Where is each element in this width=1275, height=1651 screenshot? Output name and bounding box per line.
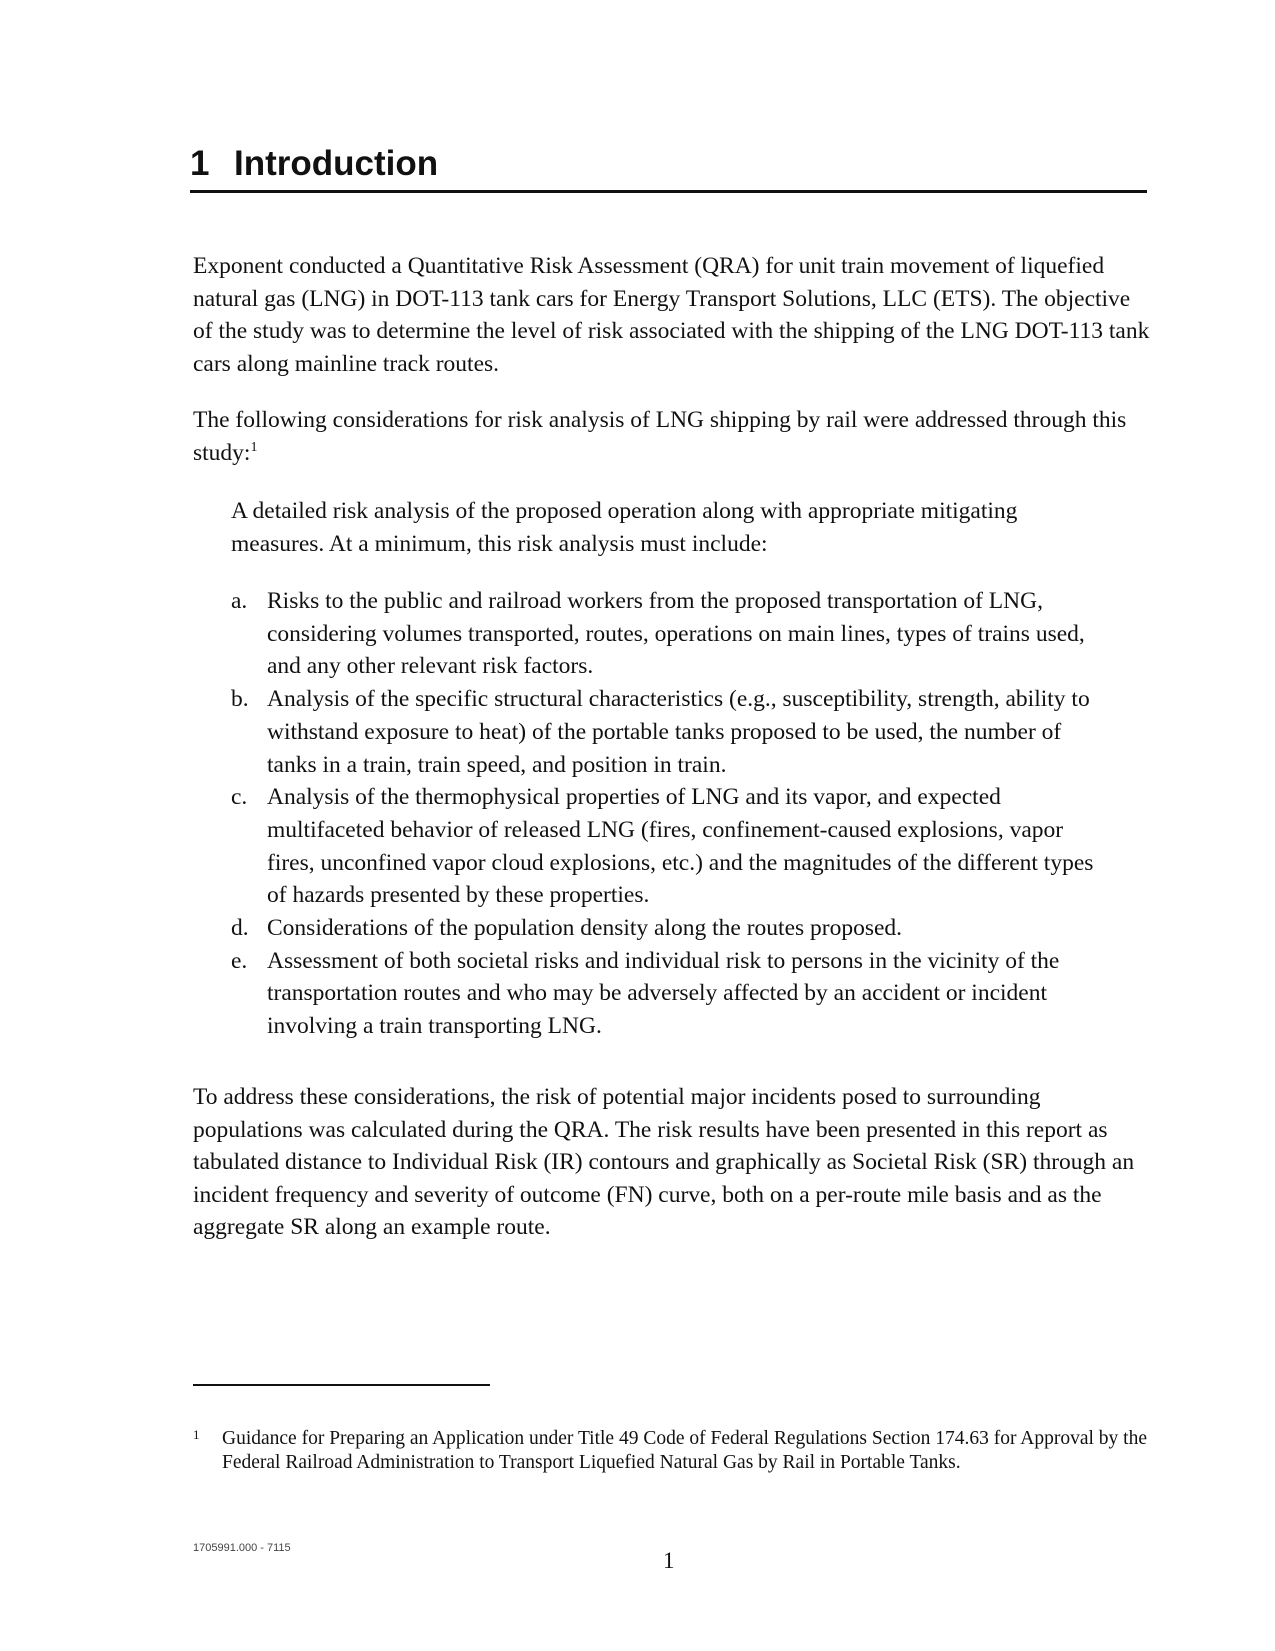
list-marker: d. xyxy=(231,915,249,942)
section-title: Introduction xyxy=(234,144,439,183)
list-item-text: Analysis of the thermophysical properties of LNG and its vapor, and expected multifaceted behavior of released LNG (fires, confinement-caused explosions, vapor fires, unconfined vapor cloud explosions, etc.) and the magnitudes of the different types of hazards presented by these properties. xyxy=(267,784,1094,909)
list-item xyxy=(231,683,1111,781)
list-item xyxy=(231,781,1111,912)
list-marker: a. xyxy=(231,588,248,614)
section-heading xyxy=(190,140,1147,193)
list-item-text: Risks to the public and railroad workers from the proposed transportation of LNG, considering volumes transported, routes, operations on main lines, types of trains used, and any other relevant risk factors. xyxy=(267,588,1085,680)
list-item xyxy=(231,945,1111,1043)
list-item-text: Assessment of both societal risks and individual risk to persons in the vicinity of the transportation routes and who may be adversely affected by an accident or incident involving a train transporting LNG. xyxy=(267,947,1060,1040)
footnote-reference[interactable]: 1 xyxy=(250,439,258,455)
results-paragraph: To address these considerations, the risk of potential major incidents posed to surrounding populations was calculated during the QRA. The risk results have been presented in this report as tabulated distance to Individual Risk (IR) contours and graphically as Societal Risk (SR) through an incident frequency and severity of outcome (FN) curve, both on a per-route mile basis and as the aggregate SR along an example route. xyxy=(193,1084,1135,1240)
intro-paragraph: Exponent conducted a Quantitative Risk Assessment (QRA) for unit train movement of liquefied natural gas (LNG) in DOT-113 tank cars for Energy Transport Solutions, LLC (ETS). The objective of the study was to determine the level of risk associated with the shipping of the LNG DOT-113 tank cars along mainline track routes. xyxy=(193,253,1150,377)
list-item-text: Analysis of the specific structural characteristics (e.g., susceptibility, strength, ability to withstand exposure to heat) of the portable tanks proposed to be used, the number of tanks in a train, train speed, and position in train. xyxy=(267,686,1090,778)
footnote xyxy=(193,1427,1153,1475)
footnote-text: Guidance for Preparing an Application under Title 49 Code of Federal Regulations Section 174.63 for Approval by the Federal Railroad Administration to Transport Liquefied Natural Gas by Rail in Portable Tanks. xyxy=(222,1428,1147,1473)
list-marker: e. xyxy=(231,947,248,974)
block-quote: A detailed risk analysis of the proposed operation along with appropriate mitigating measures. At a minimum, this risk analysis must include: xyxy=(231,498,1018,557)
requirements-list xyxy=(231,585,1111,1043)
page-number: 1 xyxy=(663,1548,675,1573)
list-item-text: Considerations of the population density along the routes proposed. xyxy=(267,915,903,942)
document-id: 1705991.000 - 7115 xyxy=(193,1542,291,1554)
list-item xyxy=(231,585,1111,683)
considerations-paragraph xyxy=(193,404,1153,469)
considerations-text: The following considerations for risk analysis of LNG shipping by rail were addressed through this study: xyxy=(193,407,1127,466)
footnote-marker: 1 xyxy=(193,1427,200,1442)
footnote-divider xyxy=(193,1384,490,1386)
list-item xyxy=(231,912,1111,945)
list-marker: b. xyxy=(231,686,249,713)
list-marker: c. xyxy=(231,784,248,811)
section-number: 1 xyxy=(190,144,210,183)
